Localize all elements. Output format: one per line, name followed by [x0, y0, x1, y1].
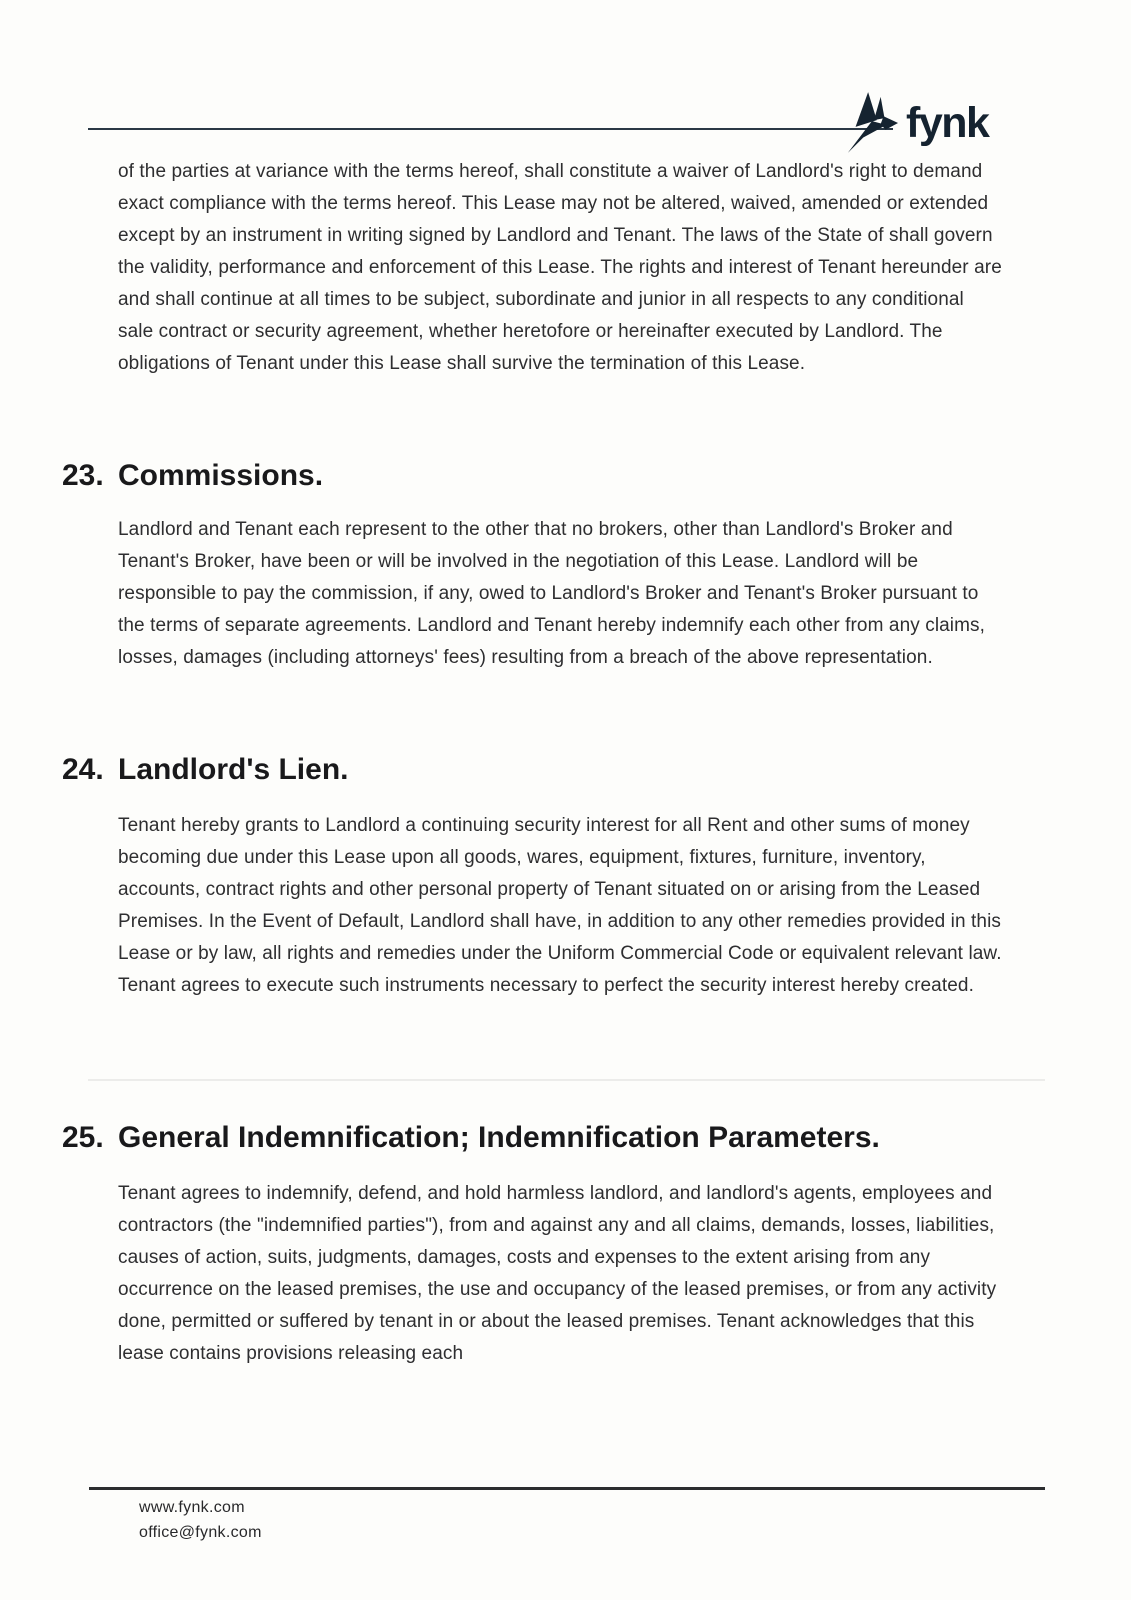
- section-title: Commissions.: [118, 459, 324, 492]
- section-paragraph-23: Landlord and Tenant each represent to the other that no brokers, other than Landlord's Broker and Tenant's Broker, have been or will be involved in the negotiation of this Lease. Landlord will be responsible to pay the commission, if any, owed to Landlord's Broker and Tenant's Broker pursuant to the terms of separate agreements. Landlord and Tenant hereby indemnify each other from any claims, losses, damages (including attorneys' fees) resulting from a breach of the above representation.: [118, 519, 986, 668]
- section-number: 25.: [62, 1121, 104, 1154]
- header-rule: [88, 128, 893, 130]
- section-paragraph-25: Tenant agrees to indemnify, defend, and hold harmless landlord, and landlord's agents, employees and contractors (the "indemnified parties"), from and against any and all claims, demands, losses, liabilities, causes of action, suits, judgments, damages, costs and expenses to the extent arising from any occurrence on the leased premises, the use and occupancy of the leased premises, or from any activity done, permitted or suffered by tenant in or about the leased premises. Tenant acknowledges that this lease contains provisions releasing each: [118, 1183, 997, 1364]
- section-title: General Indemnification; Indemnification Parameters.: [118, 1121, 880, 1154]
- fynk-logo: [843, 92, 988, 154]
- section-number: 23.: [62, 459, 104, 492]
- footer-contact-block: [139, 1495, 262, 1545]
- section-heading-23: [62, 458, 323, 494]
- fynk-wordmark: fynk: [906, 98, 989, 147]
- section-paragraph-24: Tenant hereby grants to Landlord a continuing security interest for all Rent and other sums of money becoming due under this Lease upon all goods, wares, equipment, fixtures, furniture, inventory, accounts, contract rights and other personal property of Tenant situated on or arising from the Leased Premises. In the Event of Default, Landlord shall have, in addition to any other remedies provided in this Lease or by law, all rights and remedies under the Uniform Commercial Code or equivalent relevant law. Tenant agrees to execute such instruments necessary to perfect the security interest hereby created.: [118, 815, 1002, 996]
- footer-email: office@fynk.com: [139, 1524, 262, 1541]
- origami-crane-icon: [843, 92, 899, 154]
- section-heading-25: [62, 1120, 880, 1156]
- footer-rule: [89, 1487, 1045, 1490]
- section-divider: [88, 1079, 1045, 1081]
- section-number: 24.: [62, 753, 104, 786]
- intro-paragraph: of the parties at variance with the terms hereof, shall constitute a waiver of Landlord's right to demand exact compliance with the terms hereof. This Lease may not be altered, waived, amended or extended except by an instrument in writing signed by Landlord and Tenant. The laws of the State of shall govern the validity, performance and enforcement of this Lease. The rights and interest of Tenant hereunder are and shall continue at all times to be subject, subordinate and junior in all respects to any conditional sale contract or security agreement, whether heretofore or hereinafter executed by Landlord. The obligations of Tenant under this Lease shall survive the termination of this Lease.: [118, 161, 1002, 374]
- footer-website: www.fynk.com: [139, 1499, 245, 1516]
- section-title: Landlord's Lien.: [118, 753, 349, 786]
- section-heading-24: [62, 752, 348, 788]
